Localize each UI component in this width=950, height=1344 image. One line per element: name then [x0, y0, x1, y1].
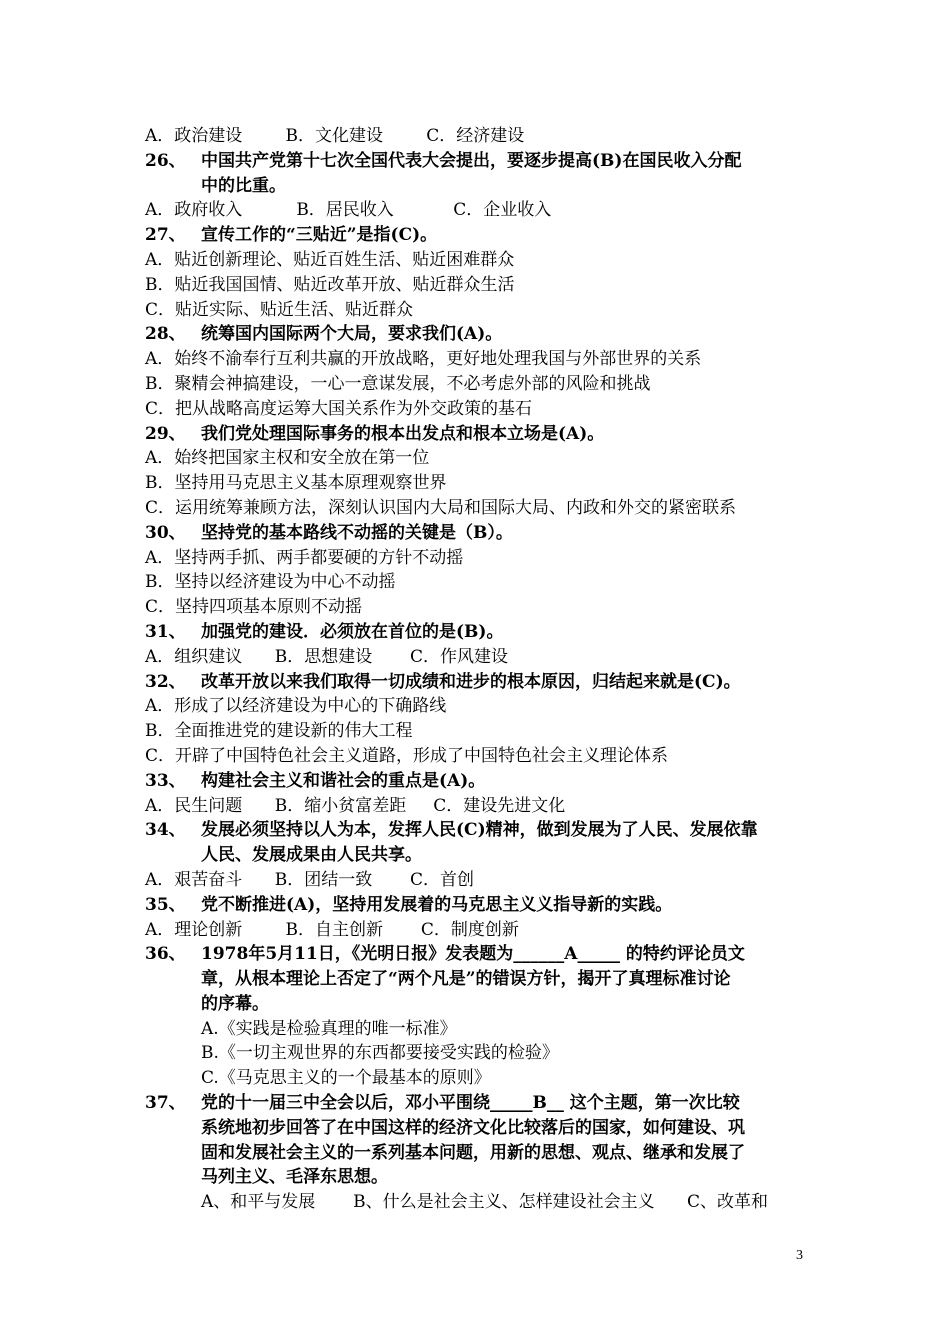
question-continuation: 中的比重。 [201, 175, 286, 196]
question-text: 1978年5月11日，《光明日报》发表题为______A_____ 的特约评论员文 [201, 944, 745, 965]
question-number: 26、 [145, 150, 186, 171]
question-number: 30、 [145, 522, 186, 543]
answer-option: C.《马克思主义的一个最基本的原则》 [201, 1068, 491, 1089]
question-text: 党的十一届三中全会以后，邓小平围绕_____B__ 这个主题，第一次比较 [201, 1093, 740, 1114]
question-continuation: 固和发展社会主义的一系列基本问题，用新的思想、观点、继承和发展了 [201, 1142, 745, 1163]
question-line [145, 223, 815, 248]
question-text: 改革开放以来我们取得一切成绩和进步的根本原因，归结起来就是(C)。 [201, 671, 741, 692]
question-number: 35、 [145, 894, 186, 915]
question-line [145, 893, 815, 918]
answer-option: A.《实践是检验真理的唯一标准》 [201, 1018, 457, 1039]
answer-option: C．把从战略高度运筹大国关系作为外交政策的基石 [145, 398, 533, 419]
answer-option: B．聚精会神搞建设，一心一意谋发展，不必考虑外部的风险和挑战 [145, 373, 651, 394]
question-number: 29、 [145, 423, 186, 444]
answer-option: A．政治建设 B．文化建设 C．经济建设 [145, 126, 525, 146]
answer-option: C．运用统筹兼顾方法，深刻认识国内大局和国际大局、内政和外交的紧密联系 [145, 497, 737, 518]
answer-option: C．贴近实际、贴近生活、贴近群众 [145, 299, 414, 320]
question-line [145, 149, 815, 174]
question-number: 27、 [145, 225, 186, 246]
answer-option: A．民生问题 B．缩小贫富差距 C．建设先进文化 [145, 795, 566, 816]
question-number: 32、 [145, 671, 186, 692]
question-line [145, 620, 815, 645]
question-line [145, 769, 815, 794]
answer-option: C．坚持四项基本原则不动摇 [145, 597, 363, 618]
question-number: 34、 [145, 820, 186, 841]
question-continuation: 马列主义、毛泽东思想。 [201, 1167, 388, 1188]
question-number: 31、 [145, 621, 186, 642]
answer-option: A、和平与发展 B、什么是社会主义、怎样建设社会主义 C、改革和 [201, 1192, 769, 1213]
question-text: 党不断推进(A)，坚持用发展着的马克思主义义指导新的实践。 [201, 894, 673, 915]
question-number: 33、 [145, 770, 186, 791]
answer-option: B．坚持以经济建设为中心不动摇 [145, 572, 396, 593]
question-text: 坚持党的基本路线不动摇的关键是（B）。 [201, 522, 513, 543]
answer-option: B．贴近我国国情、贴近改革开放、贴近群众生活 [145, 274, 515, 295]
answer-option: B．坚持用马克思主义基本原理观察世界 [145, 473, 447, 494]
question-text: 中国共产党第十七次全国代表大会提出，要逐步提高(B)在国民收入分配 [201, 150, 742, 171]
question-text: 统筹国内国际两个大局，要求我们(A)。 [201, 324, 503, 345]
question-line [145, 818, 815, 843]
question-text: 发展必须坚持以人为本，发挥人民(C)精神，做到发展为了人民、发展依靠 [201, 820, 758, 841]
question-text: 宣传工作的“三贴近”是指(C)。 [201, 225, 438, 246]
answer-option: B．全面推进党的建设新的伟大工程 [145, 721, 413, 742]
question-continuation: 章，从根本理论上否定了“两个凡是”的错误方针，揭开了真理标准讨论 [201, 969, 731, 990]
question-line [145, 322, 815, 347]
question-number: 37、 [145, 1093, 186, 1114]
question-number: 28、 [145, 324, 186, 345]
question-continuation: 系统地初步回答了在中国这样的经济文化比较落后的国家，如何建设、巩 [201, 1117, 745, 1138]
question-text: 我们党处理国际事务的根本出发点和根本立场是(A)。 [201, 423, 605, 444]
answer-option: B.《一切主观世界的东西都要接受实践的检验》 [201, 1043, 559, 1064]
question-continuation: 人民、发展成果由人民共享。 [201, 845, 422, 866]
question-line [145, 942, 815, 967]
answer-option: A．组织建议 B．思想建设 C．作风建设 [145, 646, 509, 667]
page-number: 3 [796, 1248, 803, 1263]
answer-option: A．政府收入 B．居民收入 C．企业收入 [145, 200, 552, 221]
answer-option: C．开辟了中国特色社会主义道路，形成了中国特色社会主义理论体系 [145, 745, 669, 766]
question-number: 36、 [145, 944, 186, 965]
question-continuation: 的序幕。 [201, 993, 269, 1014]
answer-option: A．理论创新 B．自主创新 C．制度创新 [145, 919, 519, 940]
answer-option: A．始终不渝奉行互利共赢的开放战略，更好地处理我国与外部世界的关系 [145, 349, 702, 370]
document-body [145, 124, 815, 1215]
question-line [145, 1091, 815, 1116]
answer-option: A．坚持两手抓、两手都要硬的方针不动摇 [145, 547, 464, 568]
answer-option: A．贴近创新理论、贴近百姓生活、贴近困难群众 [145, 249, 515, 270]
question-line [145, 521, 815, 546]
question-line [145, 670, 815, 695]
answer-option: A．始终把国家主权和安全放在第一位 [145, 448, 430, 469]
question-text: 构建社会主义和谐社会的重点是(A)。 [201, 770, 486, 791]
answer-option: A．艰苦奋斗 B．团结一致 C．首创 [145, 869, 475, 890]
question-line [145, 422, 815, 447]
question-text: 加强党的建设．必须放在首位的是(B)。 [201, 621, 504, 642]
answer-option: A．形成了以经济建设为中心的下确路线 [145, 696, 447, 717]
